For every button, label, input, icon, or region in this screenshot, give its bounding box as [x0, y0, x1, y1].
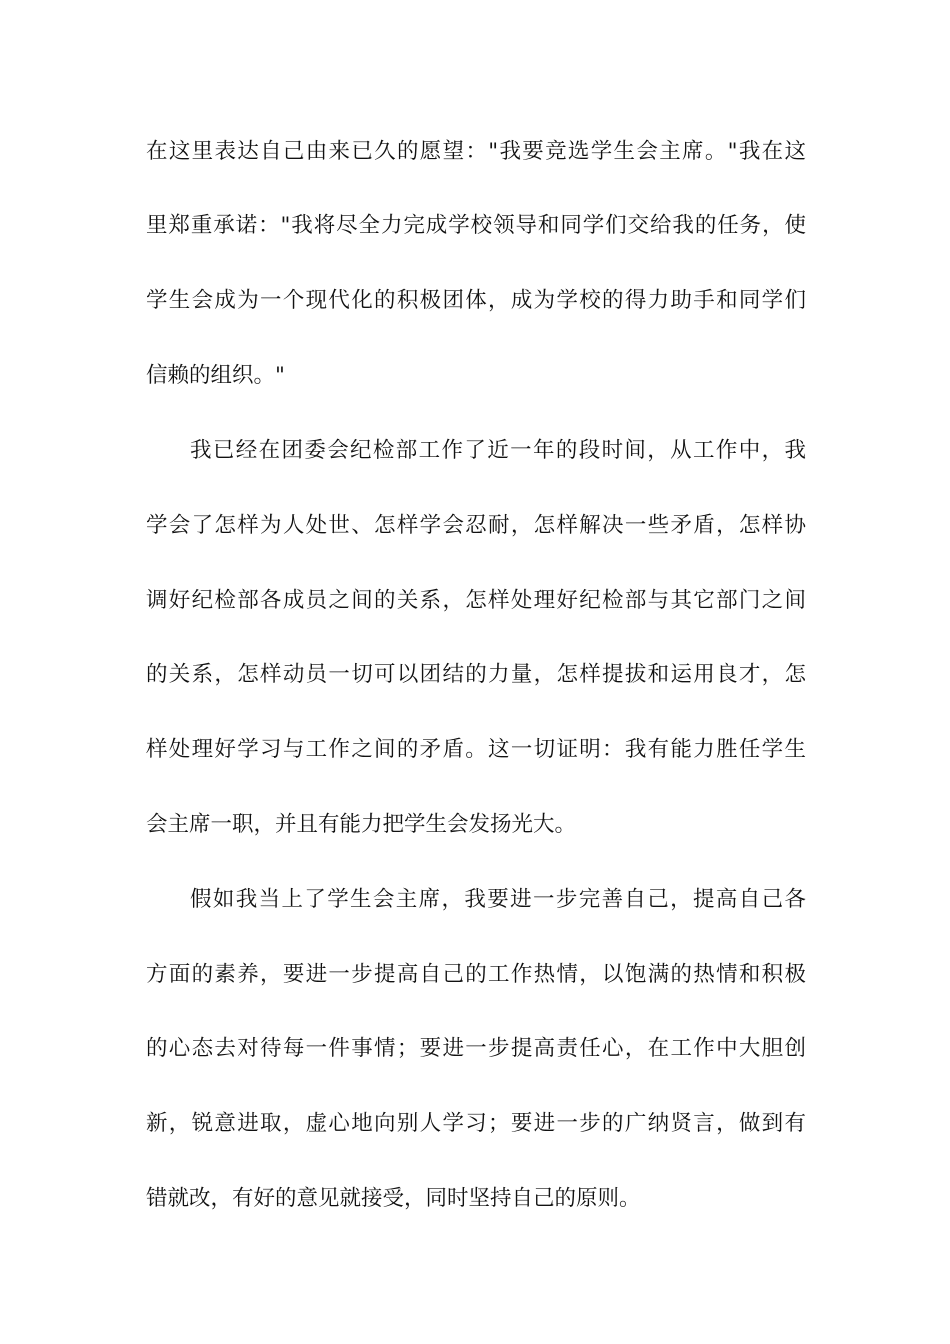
paragraph-line: 在这里表达自己由来已久的愿望："我要竞选学生会主席。"我在这	[146, 139, 806, 164]
paragraph-line: 的关系，怎样动员一切可以团结的力量，怎样提拔和运用良才，怎	[146, 662, 806, 687]
paragraph-line: 我已经在团委会纪检部工作了近一年的段时间，从工作中，我	[190, 438, 806, 463]
paragraph-line: 调好纪检部各成员之间的关系，怎样处理好纪检部与其它部门之间	[146, 588, 806, 613]
paragraph-line: 里郑重承诺："我将尽全力完成学校领导和同学们交给我的任务，使	[146, 213, 806, 238]
paragraph-line: 错就改，有好的意见就接受，同时坚持自己的原则。	[146, 1186, 641, 1211]
paragraph-line: 方面的素养，要进一步提高自己的工作热情，以饱满的热情和积极	[146, 962, 806, 987]
paragraph-line: 会主席一职，并且有能力把学生会发扬光大。	[146, 812, 577, 837]
paragraph-line: 新，锐意进取，虚心地向别人学习；要进一步的广纳贤言，做到有	[146, 1111, 806, 1136]
paragraph-line: 的心态去对待每一件事情；要进一步提高责任心，在工作中大胆创	[146, 1036, 806, 1061]
paragraph-line: 信赖的组织。"	[146, 363, 285, 388]
paragraph-line: 假如我当上了学生会主席，我要进一步完善自己，提高自己各	[190, 887, 806, 912]
paragraph-line: 学会了怎样为人处世、怎样学会忍耐，怎样解决一些矛盾，怎样协	[146, 513, 806, 538]
paragraph-line: 样处理好学习与工作之间的矛盾。这一切证明：我有能力胜任学生	[146, 737, 806, 762]
paragraph-line: 学生会成为一个现代化的积极团体，成为学校的得力助手和同学们	[146, 288, 806, 313]
